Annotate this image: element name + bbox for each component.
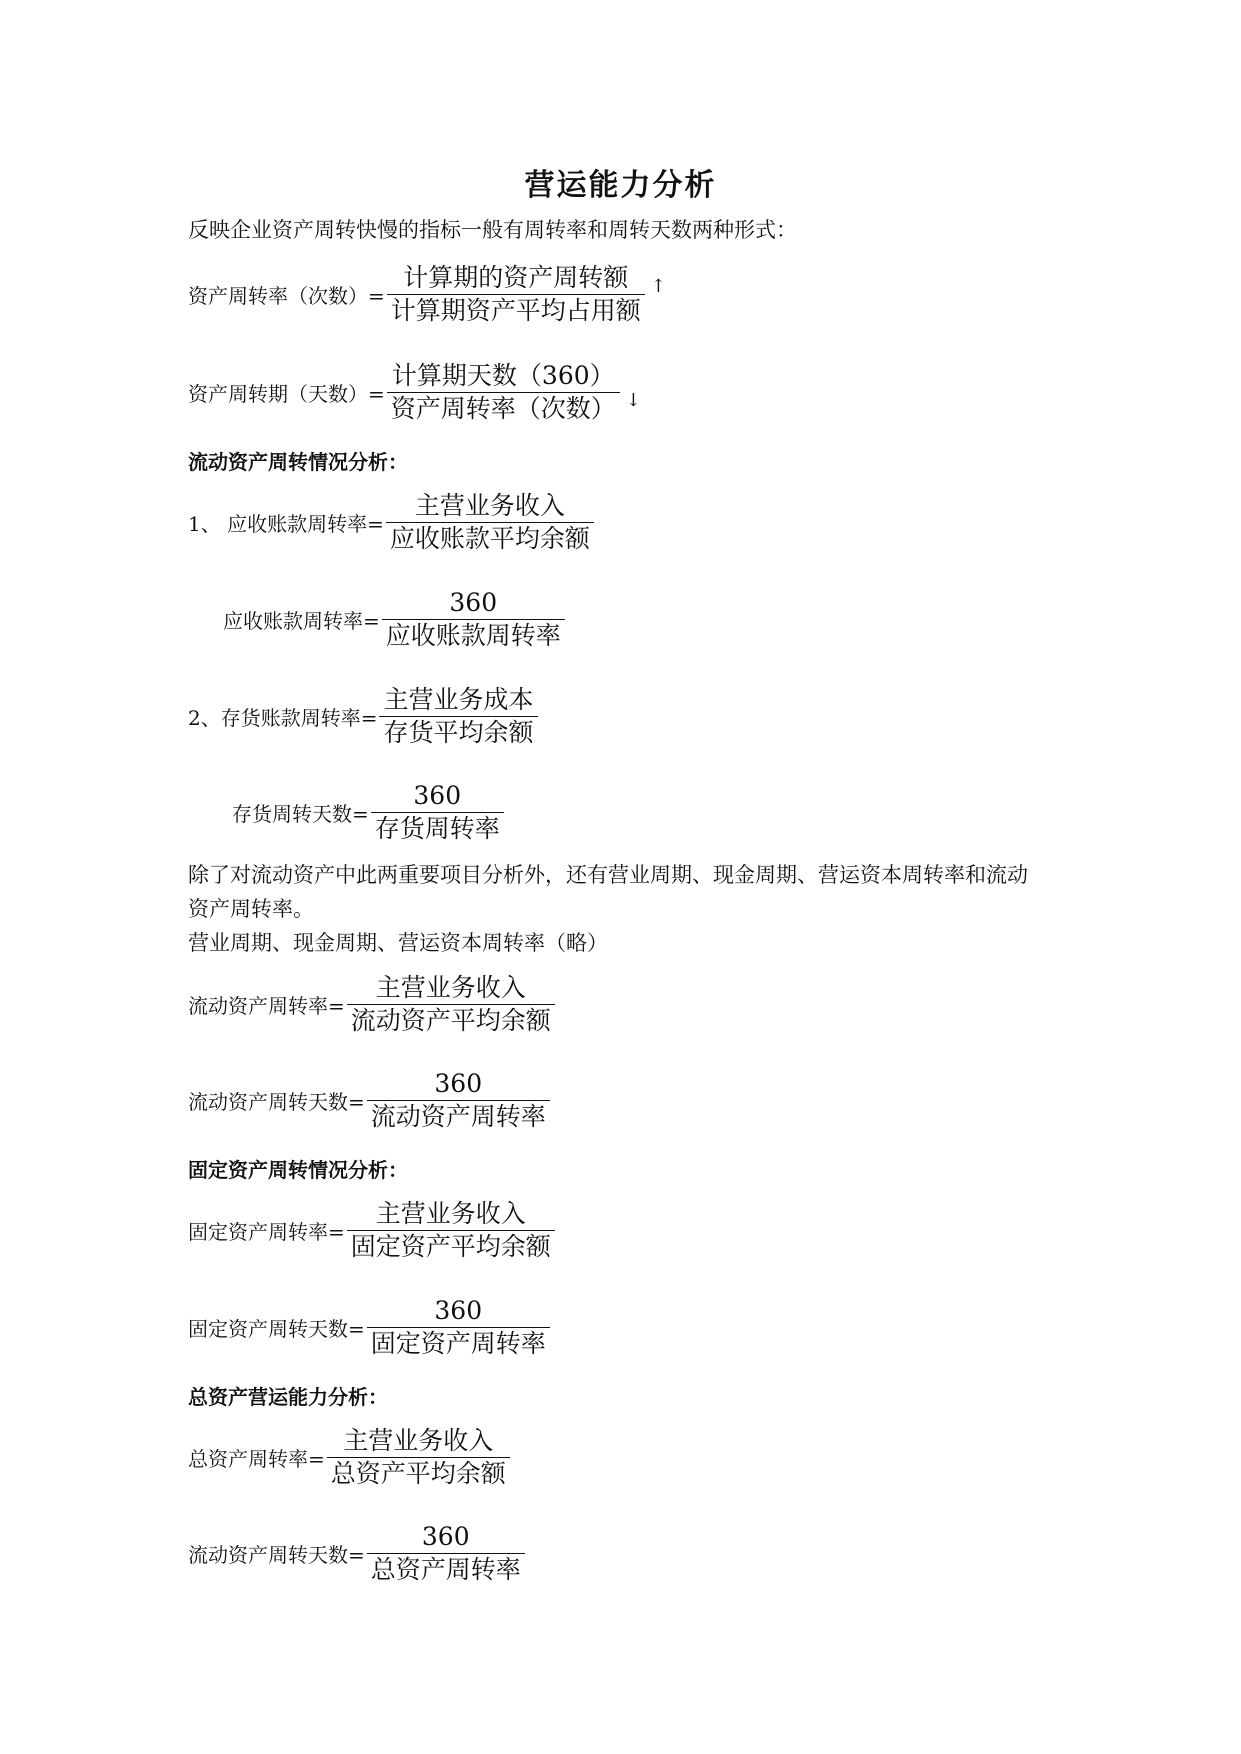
formula-label: 资产周转率（次数）=	[188, 284, 385, 308]
formula-inventory-turnover-rate	[188, 684, 538, 749]
formula-inventory-turnover-days	[232, 780, 504, 845]
fraction	[386, 490, 594, 555]
formula-label: 1、 应收账款周转率=	[188, 512, 384, 536]
numerator: 主营业务收入	[414, 491, 565, 520]
section-heading-fixed-assets: 固定资产周转情况分析：	[188, 1158, 408, 1182]
fraction	[382, 587, 565, 652]
numerator: 主营业务收入	[375, 1199, 526, 1228]
numerator: 主营业务收入	[375, 973, 526, 1002]
fraction	[387, 262, 645, 327]
formula-fixed-assets-turnover-rate	[188, 1198, 555, 1263]
fraction	[367, 1295, 550, 1360]
intro-text: 反映企业资产周转快慢的指标一般有周转率和周转天数两种形式：	[188, 218, 797, 242]
fraction	[347, 972, 555, 1037]
numerator: 主营业务收入	[343, 1426, 494, 1455]
note-paragraph-line2: 资产周转率。	[188, 897, 314, 921]
formula-label: 流动资产周转天数=	[188, 1090, 365, 1114]
fraction	[371, 780, 504, 845]
formula-current-assets-turnover-rate	[188, 972, 555, 1037]
formula-label: 固定资产周转率=	[188, 1220, 345, 1244]
section-heading-current-assets: 流动资产周转情况分析：	[188, 450, 408, 474]
fraction	[379, 684, 537, 749]
fraction	[367, 1068, 550, 1133]
denominator: 总资产周转率	[370, 1555, 521, 1584]
note-paragraph-omitted: 营业周期、现金周期、营运资本周转率（略）	[188, 931, 608, 955]
denominator: 固定资产平均余额	[350, 1232, 551, 1261]
fraction	[347, 1198, 555, 1263]
fraction	[387, 360, 620, 425]
fraction	[367, 1521, 525, 1586]
denominator: 应收账款周转率	[385, 621, 561, 650]
denominator: 存货周转率	[374, 814, 500, 843]
formula-label: 资产周转期（天数）=	[188, 382, 385, 406]
numerator: 360	[421, 1522, 470, 1551]
page-title: 营运能力分析	[524, 168, 717, 203]
formula-label: 流动资产周转天数=	[188, 1543, 365, 1567]
formula-asset-turnover-days	[188, 360, 641, 425]
formula-label: 总资产周转率=	[188, 1447, 325, 1471]
denominator: 流动资产平均余额	[350, 1006, 551, 1035]
formula-asset-turnover-rate	[188, 262, 666, 327]
numerator: 360	[434, 1296, 483, 1325]
formula-total-assets-turnover-days	[188, 1521, 525, 1586]
formula-receivables-turnover-days	[223, 587, 565, 652]
denominator: 计算期资产平均占用额	[390, 296, 641, 325]
formula-label: 存货周转天数=	[232, 802, 369, 826]
formula-receivables-turnover-rate	[188, 490, 594, 555]
fraction	[327, 1425, 510, 1490]
formula-label: 流动资产周转率=	[188, 994, 345, 1018]
numerator: 计算期天数（360）	[391, 361, 615, 390]
numerator: 360	[434, 1069, 483, 1098]
denominator: 总资产平均余额	[330, 1459, 506, 1488]
formula-total-assets-turnover-rate	[188, 1425, 510, 1490]
formula-fixed-assets-turnover-days	[188, 1295, 550, 1360]
formula-label: 应收账款周转率=	[223, 609, 380, 633]
numerator: 360	[413, 781, 462, 810]
section-heading-total-assets: 总资产营运能力分析：	[188, 1385, 388, 1409]
numerator: 计算期的资产周转额	[403, 263, 629, 292]
up-arrow-icon: ↑	[650, 276, 666, 297]
denominator: 应收账款平均余额	[389, 524, 590, 553]
denominator: 资产周转率（次数）	[390, 394, 616, 423]
formula-current-assets-turnover-days	[188, 1068, 550, 1133]
numerator: 主营业务成本	[383, 685, 534, 714]
down-arrow-icon: ↓	[625, 390, 641, 411]
denominator: 流动资产周转率	[370, 1102, 546, 1131]
formula-label: 固定资产周转天数=	[188, 1317, 365, 1341]
formula-label: 2、存货账款周转率=	[188, 706, 378, 730]
denominator: 固定资产周转率	[370, 1329, 546, 1358]
denominator: 存货平均余额	[383, 718, 534, 747]
note-paragraph-line1: 除了对流动资产中此两重要项目分析外，还有营业周期、现金周期、营运资本周转率和流动	[188, 863, 1028, 887]
numerator: 360	[449, 588, 498, 617]
